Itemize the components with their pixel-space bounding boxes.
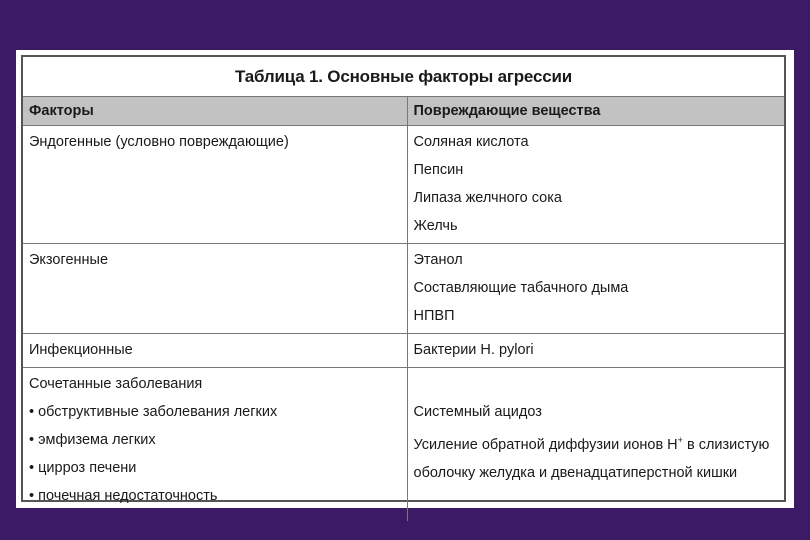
substance-item: Желчь — [413, 218, 458, 234]
factor-cell — [23, 126, 407, 244]
factors-table — [23, 97, 784, 521]
header-factors: Факторы — [23, 97, 407, 126]
substances-cell — [407, 334, 784, 368]
substance-item: Пепсин — [413, 162, 464, 178]
slide — [16, 50, 794, 508]
factor-bullet: • обструктивные заболевания легких — [29, 404, 278, 420]
factor-text: Инфекционные — [29, 342, 133, 358]
substance-item: Системный ацидоз — [413, 404, 542, 420]
substance-item: оболочку желудка и двенадцатиперстной кишки — [413, 464, 738, 481]
superscript-plus: + — [677, 435, 683, 445]
factor-text: Эндогенные (условно повреждающие) — [29, 134, 289, 150]
factor-text: Сочетанные заболевания — [29, 376, 203, 392]
table-row-exogenous — [23, 244, 784, 334]
table-row-infectious — [23, 334, 784, 368]
factor-bullet: • эмфизема легких — [29, 432, 156, 448]
table-title: Таблица 1. Основные факторы агрессии — [23, 57, 784, 97]
substance-item: Этанол — [413, 252, 463, 268]
table-row-comorbid — [23, 368, 784, 522]
header-substances: Повреждающие вещества — [407, 97, 784, 126]
substance-item: Бактерии H. pylori — [413, 342, 534, 358]
substance-text: Усиление обратной диффузии ионов H — [413, 436, 678, 453]
substances-cell — [407, 126, 784, 244]
substance-item: Липаза желчного сока — [413, 190, 562, 206]
factor-cell — [23, 368, 407, 522]
substance-item — [414, 426, 779, 459]
substance-item: Составляющие табачного дыма — [413, 280, 629, 296]
factor-bullet: • почечная недостаточность — [29, 488, 218, 504]
cell-spacer — [414, 370, 779, 398]
aggression-factors-table — [21, 55, 786, 502]
substances-cell — [407, 244, 784, 334]
factor-cell — [23, 334, 407, 368]
table-row-endogenous — [23, 126, 784, 244]
factor-text: Экзогенные — [29, 252, 109, 268]
substance-item: НПВП — [413, 308, 455, 324]
substances-cell — [407, 368, 784, 522]
substance-item: Соляная кислота — [413, 134, 529, 150]
factor-bullet: • цирроз печени — [29, 460, 137, 476]
substance-text: в слизистую — [682, 436, 770, 453]
table-header-row — [23, 97, 784, 126]
factor-cell — [23, 244, 407, 334]
